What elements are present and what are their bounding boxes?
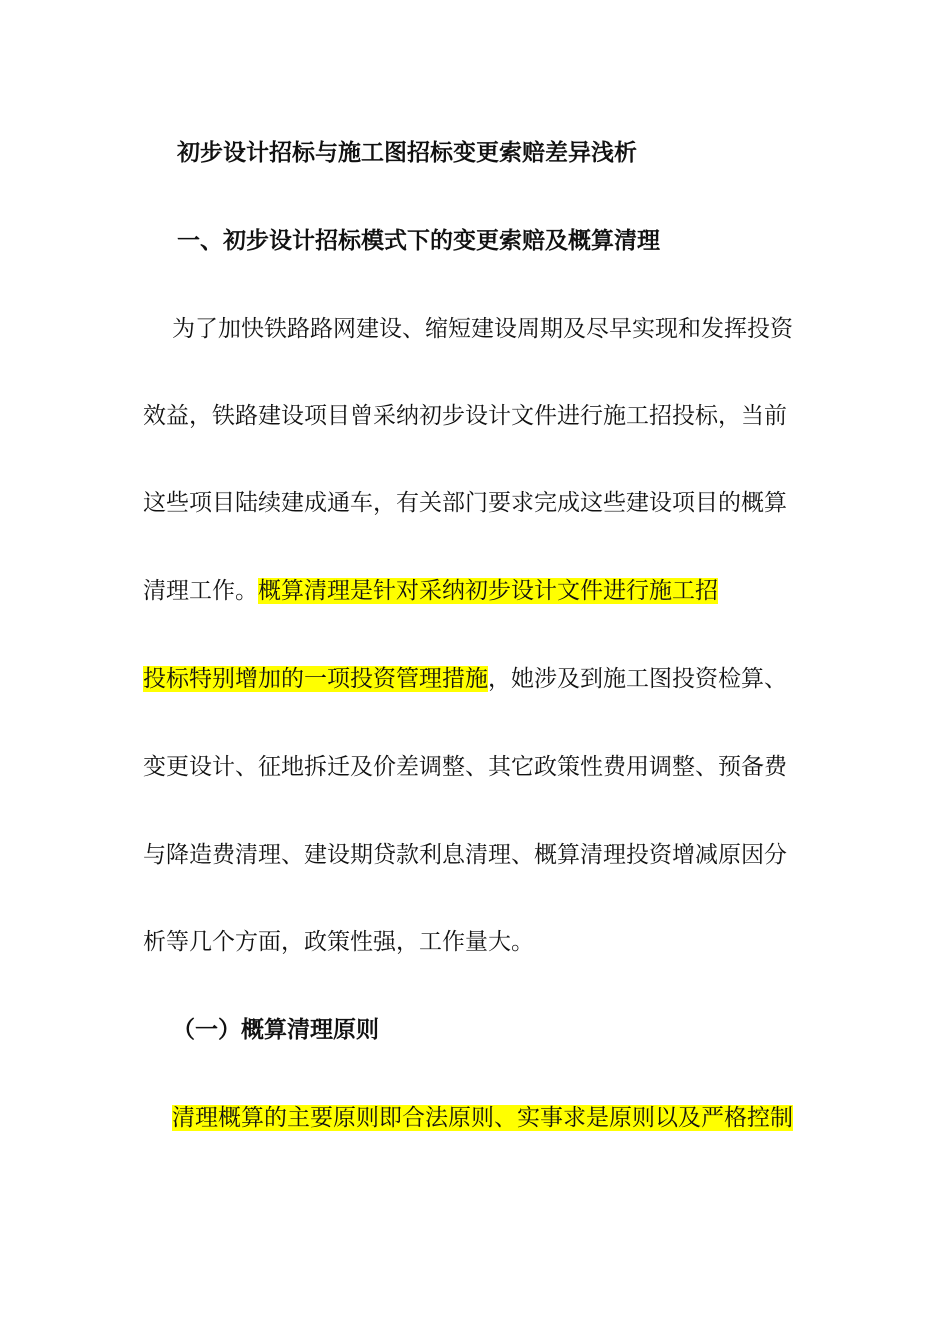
paragraph-line: 效益，铁路建设项目曾采纳初步设计文件进行施工招投标，当前 [143, 403, 787, 429]
document-title: 初步设计招标与施工图招标变更索赔差异浅析 [177, 140, 637, 166]
paragraph-line [172, 1103, 793, 1133]
highlighted-text: 投标特别增加的一项投资管理措施 [143, 666, 488, 692]
subsection-heading: （一）概算清理原则 [172, 1017, 379, 1043]
paragraph-line [143, 664, 787, 694]
section-heading: 一、初步设计招标模式下的变更索赔及概算清理 [177, 228, 660, 254]
plain-text: ，她涉及到施工图投资检算、 [488, 666, 787, 692]
paragraph-line: 变更设计、征地拆迁及价差调整、其它政策性费用调整、预备费 [143, 754, 787, 780]
highlighted-text: 概算清理是针对采纳初步设计文件进行施工招 [258, 578, 718, 604]
highlighted-text: 清理概算的主要原则即合法原则、实事求是原则以及严格控制 [172, 1105, 793, 1131]
paragraph-line: 为了加快铁路路网建设、缩短建设周期及尽早实现和发挥投资 [172, 316, 793, 342]
paragraph-line [143, 576, 718, 606]
plain-text: 清理工作。 [143, 578, 258, 604]
paragraph-line: 析等几个方面，政策性强，工作量大。 [143, 929, 534, 955]
paragraph-line: 与降造费清理、建设期贷款利息清理、概算清理投资增减原因分 [143, 842, 787, 868]
paragraph-line: 这些项目陆续建成通车，有关部门要求完成这些建设项目的概算 [143, 490, 787, 516]
